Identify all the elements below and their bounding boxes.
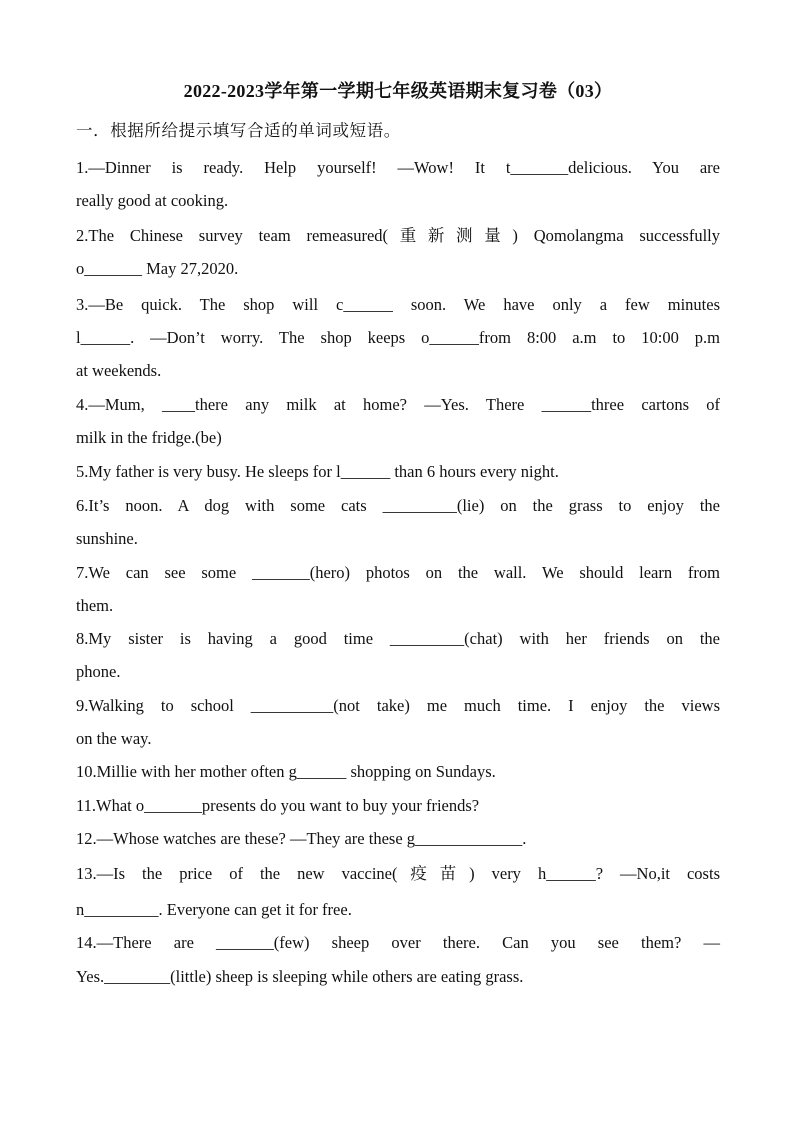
question-8: [76, 622, 720, 688]
question-13: [76, 857, 720, 926]
question-1-line-2: really good at cooking.: [76, 191, 229, 210]
page-title: 2022-2023学年第一学期七年级英语期末复习卷（03）: [183, 81, 613, 101]
question-5-line-1: 5.My father is very busy. He sleeps for l______ than 6 hours every night.: [76, 462, 559, 481]
question-9-line-1: 9.Walking to school __________(not take) me much time. I enjoy the views: [76, 696, 720, 715]
question-8-line-1: 8.My sister is having a good time _________(chat) with her friends on the: [76, 629, 720, 648]
question-6: [76, 489, 720, 555]
question-7: [76, 556, 720, 622]
question-7-line-1: 7.We can see some _______(hero) photos on the wall. We should learn from: [76, 563, 720, 582]
question-14: [76, 926, 720, 993]
question-3: [76, 288, 720, 387]
question-2-line-1: 2.The Chinese survey team remeasured(重新测量) Qomolangma successfully: [76, 226, 720, 245]
question-9: [76, 689, 720, 755]
question-5: [76, 455, 720, 488]
question-11: [76, 789, 720, 822]
question-10: [76, 755, 720, 788]
question-12: [76, 822, 720, 855]
question-13-line-2: n_________. Everyone can get it for free.: [76, 900, 352, 919]
question-6-line-2: sunshine.: [76, 529, 138, 548]
question-4-line-2: milk in the fridge.(be): [76, 428, 222, 447]
question-4-line-1: 4.—Mum, ____there any milk at home? —Yes. There ______three cartons of: [76, 395, 720, 414]
question-4: [76, 388, 720, 454]
question-12-line-1: 12.—Whose watches are these? —They are these g_____________.: [76, 829, 527, 848]
question-9-line-2: on the way.: [76, 729, 152, 748]
question-6-line-1: 6.It’s noon. A dog with some cats _________(lie) on the grass to enjoy the: [76, 496, 720, 515]
question-10-line-1: 10.Millie with her mother often g______ shopping on Sundays.: [76, 762, 496, 781]
question-3-line-3: at weekends.: [76, 361, 162, 380]
section-heading: 一．根据所给提示填写合适的单词或短语。: [76, 121, 401, 140]
question-3-line-2: l______. —Don’t worry. The shop keeps o______from 8:00 a.m to 10:00 p.m: [76, 328, 720, 347]
question-14-line-2: Yes.________(little) sheep is sleeping while others are eating grass.: [76, 967, 524, 986]
question-13-line-1: 13.—Is the price of the new vaccine(疫苗) very h______? —No,it costs: [76, 864, 720, 883]
question-2-line-2: o_______ May 27,2020.: [76, 259, 239, 278]
question-14-line-1: 14.—There are _______(few) sheep over there. Can you see them? —: [76, 933, 720, 952]
question-7-line-2: them.: [76, 596, 114, 615]
question-3-line-1: 3.—Be quick. The shop will c______ soon. We have only a few minutes: [76, 295, 720, 314]
question-1-line-1: 1.—Dinner is ready. Help yourself! —Wow! It t_______delicious. You are: [76, 158, 720, 177]
question-11-line-1: 11.What o_______presents do you want to buy your friends?: [76, 796, 480, 815]
question-1: [76, 151, 720, 217]
question-2: [76, 219, 720, 285]
question-8-line-2: phone.: [76, 662, 121, 681]
